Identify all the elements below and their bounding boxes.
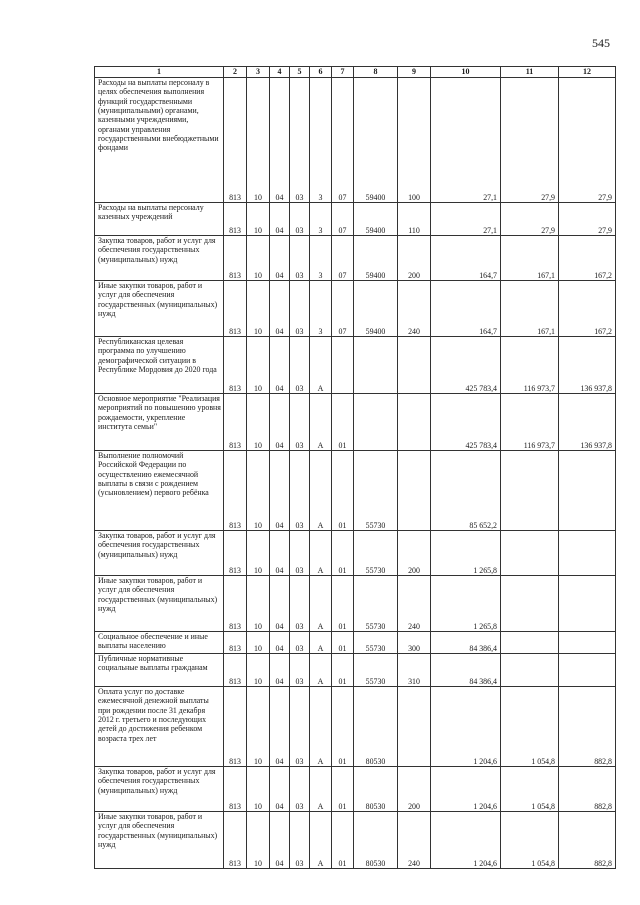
cell-col-10: 1 265,8 — [431, 531, 501, 576]
column-header-3: 3 — [247, 67, 270, 78]
cell-col-4: 04 — [270, 337, 290, 394]
cell-col-5: 03 — [290, 337, 310, 394]
cell-col-11 — [501, 576, 559, 632]
cell-col-2: 813 — [224, 767, 247, 812]
cell-col-12 — [559, 654, 616, 687]
cell-col-3: 10 — [247, 78, 270, 203]
cell-col-7: 01 — [332, 687, 354, 767]
table-row — [95, 767, 616, 812]
column-header-1: 1 — [95, 67, 224, 78]
table-row — [95, 337, 616, 394]
cell-col-9: 110 — [398, 203, 431, 236]
cell-col-7: 07 — [332, 78, 354, 203]
cell-col-8: 59400 — [354, 236, 398, 281]
cell-col-12: 882,8 — [559, 812, 616, 869]
cell-col-10: 27,1 — [431, 203, 501, 236]
cell-col-12: 882,8 — [559, 687, 616, 767]
cell-col-4: 04 — [270, 654, 290, 687]
row-name-cell: Республиканская целевая программа по улучшению демографической ситуации в Республике Мордовия до 2020 года — [95, 337, 224, 394]
cell-col-8: 59400 — [354, 281, 398, 337]
table-row — [95, 576, 616, 632]
cell-col-9: 240 — [398, 576, 431, 632]
cell-col-11: 116 973,7 — [501, 337, 559, 394]
cell-col-7 — [332, 337, 354, 394]
cell-col-7: 01 — [332, 531, 354, 576]
cell-col-2: 813 — [224, 531, 247, 576]
column-header-4: 4 — [270, 67, 290, 78]
cell-col-10: 84 386,4 — [431, 632, 501, 654]
cell-col-3: 10 — [247, 203, 270, 236]
cell-col-12 — [559, 451, 616, 531]
cell-col-11: 1 054,8 — [501, 687, 559, 767]
cell-col-8 — [354, 337, 398, 394]
cell-col-8: 80530 — [354, 767, 398, 812]
cell-col-9: 100 — [398, 78, 431, 203]
cell-col-4: 04 — [270, 687, 290, 767]
cell-col-9: 200 — [398, 531, 431, 576]
cell-col-12: 167,2 — [559, 236, 616, 281]
cell-col-12: 882,8 — [559, 767, 616, 812]
cell-col-5: 03 — [290, 576, 310, 632]
cell-col-6: 3 — [310, 281, 332, 337]
table-row — [95, 203, 616, 236]
cell-col-9: 200 — [398, 767, 431, 812]
cell-col-12: 136 937,8 — [559, 337, 616, 394]
cell-col-7: 07 — [332, 236, 354, 281]
cell-col-7: 01 — [332, 632, 354, 654]
cell-col-6: 3 — [310, 236, 332, 281]
cell-col-9 — [398, 451, 431, 531]
budget-table — [94, 66, 616, 869]
cell-col-8: 55730 — [354, 654, 398, 687]
cell-col-6: А — [310, 812, 332, 869]
column-header-5: 5 — [290, 67, 310, 78]
cell-col-10: 85 652,2 — [431, 451, 501, 531]
cell-col-4: 04 — [270, 531, 290, 576]
cell-col-2: 813 — [224, 78, 247, 203]
cell-col-5: 03 — [290, 203, 310, 236]
table-row — [95, 451, 616, 531]
cell-col-8 — [354, 394, 398, 451]
table-row — [95, 531, 616, 576]
cell-col-11: 116 973,7 — [501, 394, 559, 451]
cell-col-10: 84 386,4 — [431, 654, 501, 687]
row-name-cell: Выполнение полномочий Российской Федерации по осуществлению ежемесячной выплаты в связи с рождением (усыновлением) первого ребёнка — [95, 451, 224, 531]
cell-col-8: 59400 — [354, 203, 398, 236]
cell-col-6: А — [310, 687, 332, 767]
cell-col-4: 04 — [270, 236, 290, 281]
cell-col-11 — [501, 531, 559, 576]
cell-col-4: 04 — [270, 576, 290, 632]
cell-col-5: 03 — [290, 687, 310, 767]
cell-col-10: 1 204,6 — [431, 767, 501, 812]
cell-col-3: 10 — [247, 281, 270, 337]
cell-col-10: 164,7 — [431, 236, 501, 281]
cell-col-4: 04 — [270, 767, 290, 812]
cell-col-10: 425 783,4 — [431, 337, 501, 394]
cell-col-8: 80530 — [354, 812, 398, 869]
column-header-12: 12 — [559, 67, 616, 78]
cell-col-3: 10 — [247, 767, 270, 812]
row-name-cell: Иные закупки товаров, работ и услуг для обеспечения государственных (муниципальных) нужд — [95, 812, 224, 869]
cell-col-10: 1 204,6 — [431, 687, 501, 767]
cell-col-12 — [559, 576, 616, 632]
cell-col-5: 03 — [290, 531, 310, 576]
cell-col-2: 813 — [224, 654, 247, 687]
cell-col-9: 240 — [398, 281, 431, 337]
cell-col-8: 55730 — [354, 576, 398, 632]
cell-col-3: 10 — [247, 236, 270, 281]
cell-col-11: 167,1 — [501, 281, 559, 337]
cell-col-7: 01 — [332, 576, 354, 632]
table-row — [95, 654, 616, 687]
cell-col-9: 200 — [398, 236, 431, 281]
table-header-row — [95, 67, 616, 78]
table-row — [95, 281, 616, 337]
cell-col-9: 310 — [398, 654, 431, 687]
cell-col-2: 813 — [224, 337, 247, 394]
cell-col-11: 167,1 — [501, 236, 559, 281]
cell-col-8: 55730 — [354, 632, 398, 654]
cell-col-5: 03 — [290, 654, 310, 687]
cell-col-7: 07 — [332, 281, 354, 337]
row-name-cell: Закупка товаров, работ и услуг для обеспечения государственных (муниципальных) нужд — [95, 767, 224, 812]
cell-col-3: 10 — [247, 654, 270, 687]
cell-col-6: А — [310, 337, 332, 394]
cell-col-7: 01 — [332, 812, 354, 869]
cell-col-6: 3 — [310, 78, 332, 203]
page-number: 545 — [592, 36, 610, 50]
cell-col-10: 1 265,8 — [431, 576, 501, 632]
cell-col-3: 10 — [247, 687, 270, 767]
cell-col-5: 03 — [290, 394, 310, 451]
cell-col-5: 03 — [290, 281, 310, 337]
cell-col-2: 813 — [224, 203, 247, 236]
cell-col-7: 01 — [332, 767, 354, 812]
cell-col-7: 01 — [332, 451, 354, 531]
cell-col-3: 10 — [247, 531, 270, 576]
table-row — [95, 632, 616, 654]
column-header-6: 6 — [310, 67, 332, 78]
table-row — [95, 78, 616, 203]
cell-col-12 — [559, 531, 616, 576]
cell-col-9: 240 — [398, 812, 431, 869]
cell-col-12: 27,9 — [559, 203, 616, 236]
table-row — [95, 236, 616, 281]
cell-col-4: 04 — [270, 632, 290, 654]
cell-col-6: А — [310, 654, 332, 687]
cell-col-4: 04 — [270, 78, 290, 203]
row-name-cell: Публичные нормативные социальные выплаты гражданам — [95, 654, 224, 687]
table-row — [95, 687, 616, 767]
table-body — [95, 78, 616, 869]
row-name-cell: Расходы на выплаты персоналу в целях обеспечения выполнения функций государственными (муниципальными) органами, казенными учреждениями, органами управления государственными внебюджетными фондами — [95, 78, 224, 203]
cell-col-10: 1 204,6 — [431, 812, 501, 869]
row-name-cell: Иные закупки товаров, работ и услуг для обеспечения государственных (муниципальных) нужд — [95, 576, 224, 632]
cell-col-2: 813 — [224, 812, 247, 869]
cell-col-12 — [559, 632, 616, 654]
cell-col-2: 813 — [224, 236, 247, 281]
column-header-7: 7 — [332, 67, 354, 78]
table-row — [95, 394, 616, 451]
cell-col-8: 59400 — [354, 78, 398, 203]
cell-col-12: 136 937,8 — [559, 394, 616, 451]
cell-col-11: 1 054,8 — [501, 767, 559, 812]
cell-col-2: 813 — [224, 394, 247, 451]
cell-col-3: 10 — [247, 632, 270, 654]
cell-col-5: 03 — [290, 632, 310, 654]
cell-col-11: 27,9 — [501, 203, 559, 236]
cell-col-11: 27,9 — [501, 78, 559, 203]
cell-col-9 — [398, 687, 431, 767]
cell-col-12: 27,9 — [559, 78, 616, 203]
table-row — [95, 812, 616, 869]
row-name-cell: Основное мероприятие "Реализация мероприятий по повышению уровня рождаемости, укрепление института семьи" — [95, 394, 224, 451]
row-name-cell: Оплата услуг по доставке ежемесячной денежной выплаты при рождении после 31 декабря 2012 г. третьего и последующих детей до достижения ребенком возраста трех лет — [95, 687, 224, 767]
cell-col-5: 03 — [290, 451, 310, 531]
cell-col-3: 10 — [247, 576, 270, 632]
cell-col-8: 55730 — [354, 451, 398, 531]
cell-col-9 — [398, 394, 431, 451]
column-header-2: 2 — [224, 67, 247, 78]
cell-col-6: А — [310, 531, 332, 576]
cell-col-4: 04 — [270, 203, 290, 236]
row-name-cell: Социальное обеспечение и иные выплаты населению — [95, 632, 224, 654]
cell-col-4: 04 — [270, 812, 290, 869]
cell-col-9 — [398, 337, 431, 394]
cell-col-4: 04 — [270, 394, 290, 451]
cell-col-5: 03 — [290, 767, 310, 812]
column-header-11: 11 — [501, 67, 559, 78]
cell-col-6: А — [310, 576, 332, 632]
cell-col-11: 1 054,8 — [501, 812, 559, 869]
cell-col-2: 813 — [224, 281, 247, 337]
column-header-8: 8 — [354, 67, 398, 78]
cell-col-10: 164,7 — [431, 281, 501, 337]
cell-col-3: 10 — [247, 451, 270, 531]
cell-col-9: 300 — [398, 632, 431, 654]
cell-col-5: 03 — [290, 812, 310, 869]
column-header-9: 9 — [398, 67, 431, 78]
cell-col-12: 167,2 — [559, 281, 616, 337]
cell-col-8: 55730 — [354, 531, 398, 576]
cell-col-6: А — [310, 767, 332, 812]
cell-col-11 — [501, 632, 559, 654]
cell-col-10: 425 783,4 — [431, 394, 501, 451]
cell-col-3: 10 — [247, 394, 270, 451]
cell-col-5: 03 — [290, 236, 310, 281]
cell-col-7: 01 — [332, 654, 354, 687]
cell-col-8: 80530 — [354, 687, 398, 767]
cell-col-6: А — [310, 632, 332, 654]
cell-col-10: 27,1 — [431, 78, 501, 203]
cell-col-11 — [501, 654, 559, 687]
cell-col-2: 813 — [224, 576, 247, 632]
cell-col-3: 10 — [247, 812, 270, 869]
cell-col-7: 01 — [332, 394, 354, 451]
row-name-cell: Расходы на выплаты персоналу казенных учреждений — [95, 203, 224, 236]
cell-col-5: 03 — [290, 78, 310, 203]
row-name-cell: Закупка товаров, работ и услуг для обеспечения государственных (муниципальных) нужд — [95, 531, 224, 576]
row-name-cell: Иные закупки товаров, работ и услуг для обеспечения государственных (муниципальных) нужд — [95, 281, 224, 337]
cell-col-3: 10 — [247, 337, 270, 394]
row-name-cell: Закупка товаров, работ и услуг для обеспечения государственных (муниципальных) нужд — [95, 236, 224, 281]
cell-col-6: А — [310, 451, 332, 531]
cell-col-2: 813 — [224, 451, 247, 531]
cell-col-2: 813 — [224, 687, 247, 767]
cell-col-11 — [501, 451, 559, 531]
cell-col-7: 07 — [332, 203, 354, 236]
cell-col-4: 04 — [270, 281, 290, 337]
cell-col-6: А — [310, 394, 332, 451]
cell-col-6: 3 — [310, 203, 332, 236]
cell-col-4: 04 — [270, 451, 290, 531]
column-header-10: 10 — [431, 67, 501, 78]
cell-col-2: 813 — [224, 632, 247, 654]
